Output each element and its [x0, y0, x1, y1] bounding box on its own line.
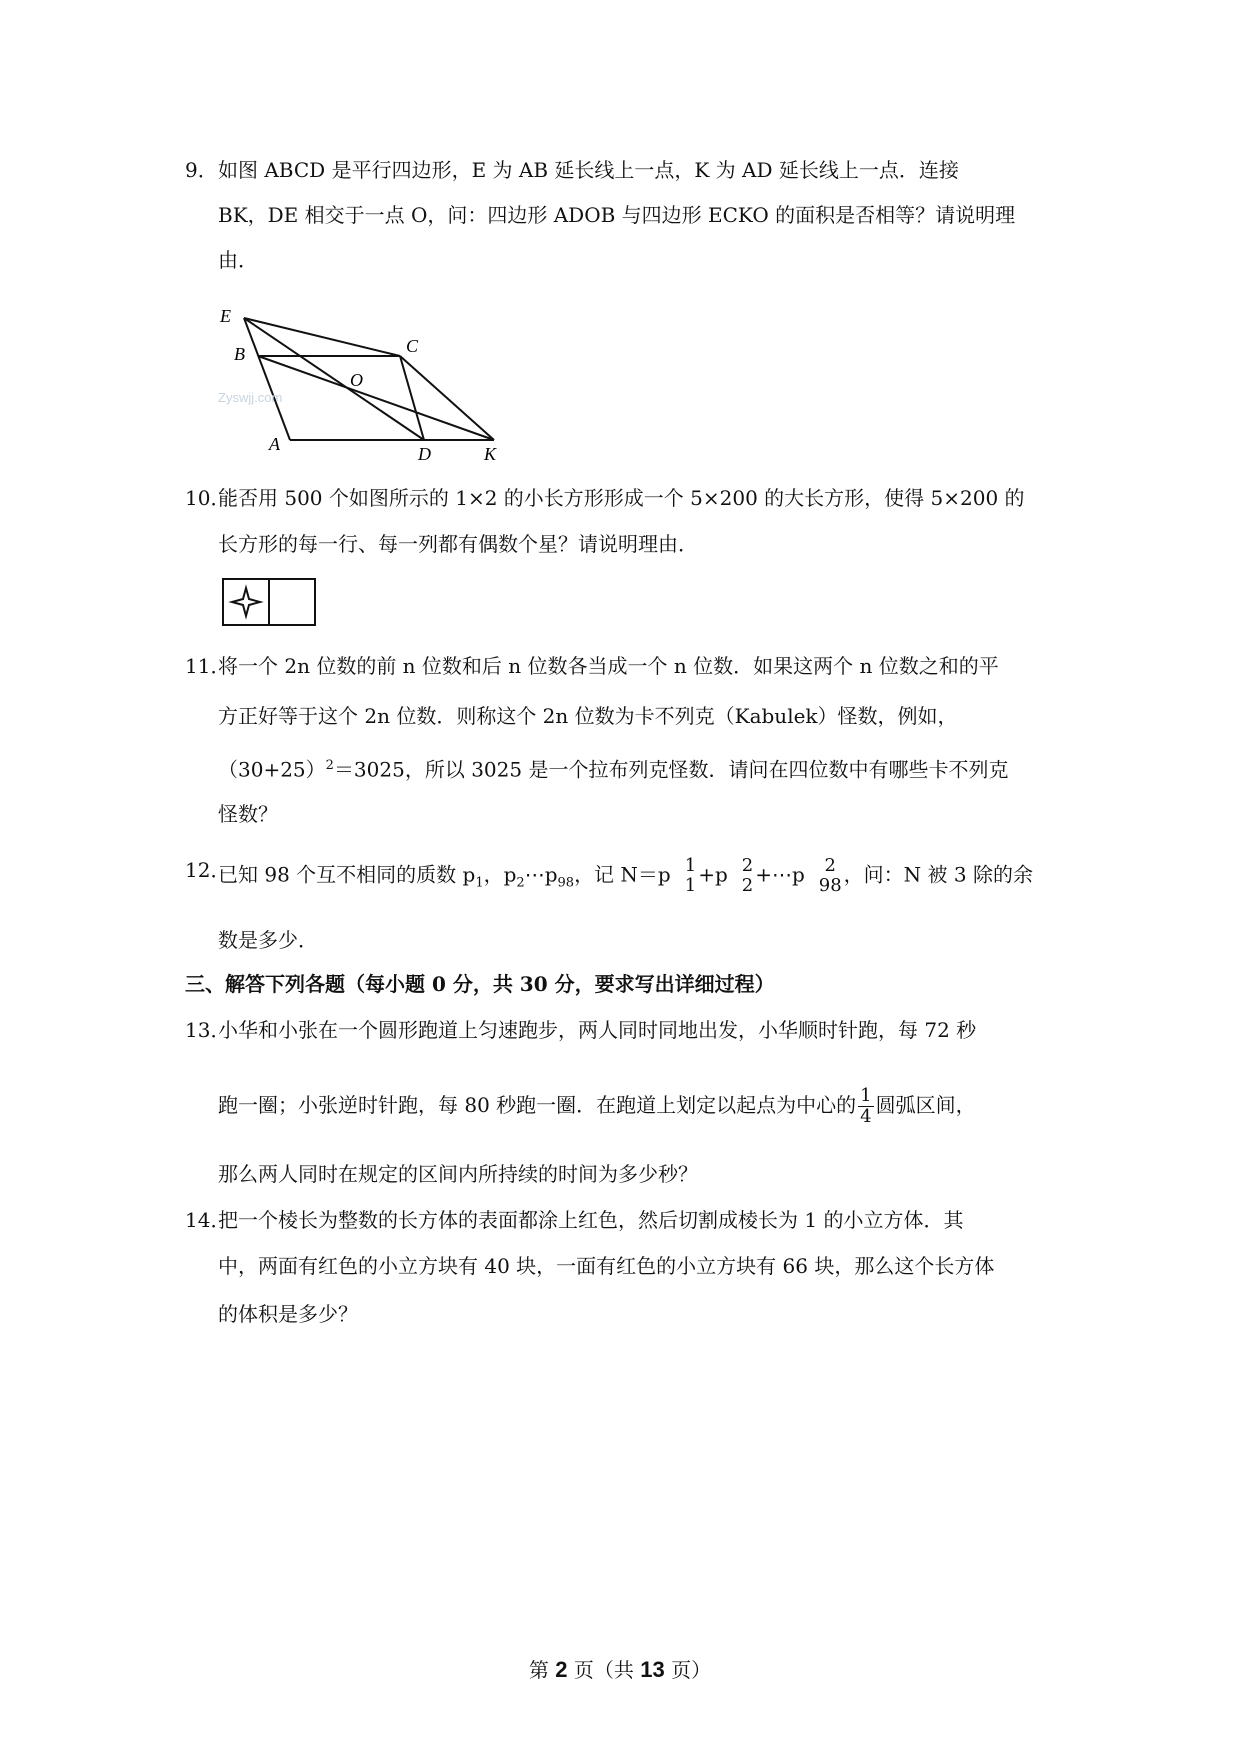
q13-text-1: 小华和小张在一个圆形跑道上匀速跑步，两人同时同地出发，小华顺时针跑，每 72 秒 [218, 1018, 977, 1042]
footer-prefix: 第 [528, 1658, 556, 1682]
label-D: D [418, 444, 431, 464]
q14-text-2: 中，两面有红色的小立方块有 40 块，一面有红色的小立方块有 66 块，那么这个长方体 [218, 1254, 995, 1278]
q11-text-1: 将一个 2n 位数的前 n 位数和后 n 位数各当成一个 n 位数．如果这两个 n 位数之和的平 [218, 654, 999, 678]
q12-text-1b: ，p [483, 862, 517, 887]
q12-text-1e: ，问：N 被 3 除的余 [843, 862, 1033, 887]
q12-sub-1: 1 [475, 875, 484, 891]
label-E: E [220, 306, 231, 326]
line-ED [244, 318, 424, 440]
q12-number: 12． [185, 858, 231, 882]
q13-text-2 [218, 1086, 976, 1127]
q11-text-3b: ＝3025，所以 3025 是一个拉布列克怪数．请问在四位数中有哪些卡不列克 [333, 757, 1009, 782]
q13-number: 13． [185, 1018, 231, 1042]
q13-text-2b: 圆弧区间， [875, 1093, 976, 1117]
quarter-fraction [858, 1086, 873, 1127]
fraction-denominator: 4 [860, 1106, 872, 1127]
q11-text-3 [218, 752, 1008, 784]
line-CK [400, 356, 494, 440]
q12-stack-3 [819, 856, 842, 896]
q10-text-1: 能否用 500 个如图所示的 1×2 的小长方形形成一个 5×200 的大长方形，使得 5×200 的 [218, 486, 1025, 510]
line-EA [244, 318, 290, 440]
line-EC [244, 318, 400, 356]
footer-suffix: 页） [664, 1658, 712, 1682]
q12-stack-1-bottom: 1 [684, 875, 697, 896]
q11-exponent: 2 [325, 758, 334, 773]
label-A: A [269, 434, 280, 454]
q11-text-3a: （30+25） [218, 757, 326, 782]
q12-stack-2 [742, 856, 753, 896]
q14-text-1: 把一个棱长为整数的长方体的表面都涂上红色，然后切割成棱长为 1 的小立方体．其 [218, 1208, 964, 1232]
q12-stack-1 [685, 856, 696, 896]
q12-sub-98: 98 [557, 875, 575, 891]
q12-text-1d: ，记 N＝p [574, 862, 671, 887]
q11-text-4: 怪数？ [218, 802, 278, 826]
footer-middle: 页（共 [567, 1658, 641, 1682]
q10-text-2: 长方形的每一行、每一列都有偶数个星？请说明理由． [218, 532, 698, 556]
q12-text-2: 数是多少． [218, 928, 318, 952]
footer-total-pages: 13 [640, 1657, 665, 1682]
q9-number: 9． [185, 158, 218, 182]
q12-sub-2: 2 [516, 875, 525, 891]
q14-text-3: 的体积是多少？ [218, 1302, 358, 1326]
label-B: B [234, 344, 245, 364]
q11-text-2: 方正好等于这个 2n 位数．则称这个 2n 位数为卡不列克（Kabulek）怪数，例如， [218, 704, 958, 728]
q9-text-3: 由． [218, 248, 258, 272]
q12-stack-2-top: 2 [741, 855, 754, 876]
q12-plus-2: +⋯p [755, 862, 805, 887]
star-icon [232, 588, 260, 616]
q12-stack-1-top: 1 [684, 855, 697, 876]
q13-text-2a: 跑一圈；小张逆时针跑，每 80 秒跑一圈．在跑道上划定以起点为中心的 [218, 1093, 857, 1117]
label-C: C [406, 336, 419, 356]
domino-tile-figure [222, 578, 318, 628]
q9-text-1: 如图 ABCD 是平行四边形，E 为 AB 延长线上一点，K 为 AD 延长线上一点．连接 [218, 158, 959, 182]
q12-stack-2-bottom: 2 [741, 875, 754, 896]
label-O: O [350, 370, 363, 390]
q12-text-1a: 已知 98 个互不相同的质数 p [218, 862, 476, 887]
q12-stack-3-bottom: 98 [818, 875, 842, 896]
section-3-heading: 三、解答下列各题（每小题 0 分，共 30 分，要求写出详细过程） [185, 972, 775, 996]
parallelogram-figure [214, 304, 514, 464]
q12-stack-3-top: 2 [824, 855, 836, 876]
q10-number: 10． [185, 486, 231, 510]
fraction-numerator: 1 [860, 1085, 872, 1106]
q12-plus-1: +p [698, 862, 728, 887]
q12-text-1c: ⋯p [524, 862, 558, 887]
label-K: K [484, 444, 497, 464]
q14-number: 14． [185, 1208, 231, 1232]
q9-text-2: BK，DE 相交于一点 O，问：四边形 ADOB 与四边形 ECKO 的面积是否相等？请说明理 [218, 203, 1016, 227]
line-CD [400, 356, 424, 440]
q11-number: 11． [185, 654, 231, 678]
q12-text-1 [218, 856, 1033, 898]
line-BK [258, 356, 494, 440]
page-footer [0, 1656, 1240, 1684]
footer-page-number: 2 [555, 1657, 568, 1682]
q13-text-3: 那么两人同时在规定的区间内所持续的时间为多少秒？ [218, 1162, 698, 1186]
watermark-text: Zyswjj.com [218, 390, 283, 405]
